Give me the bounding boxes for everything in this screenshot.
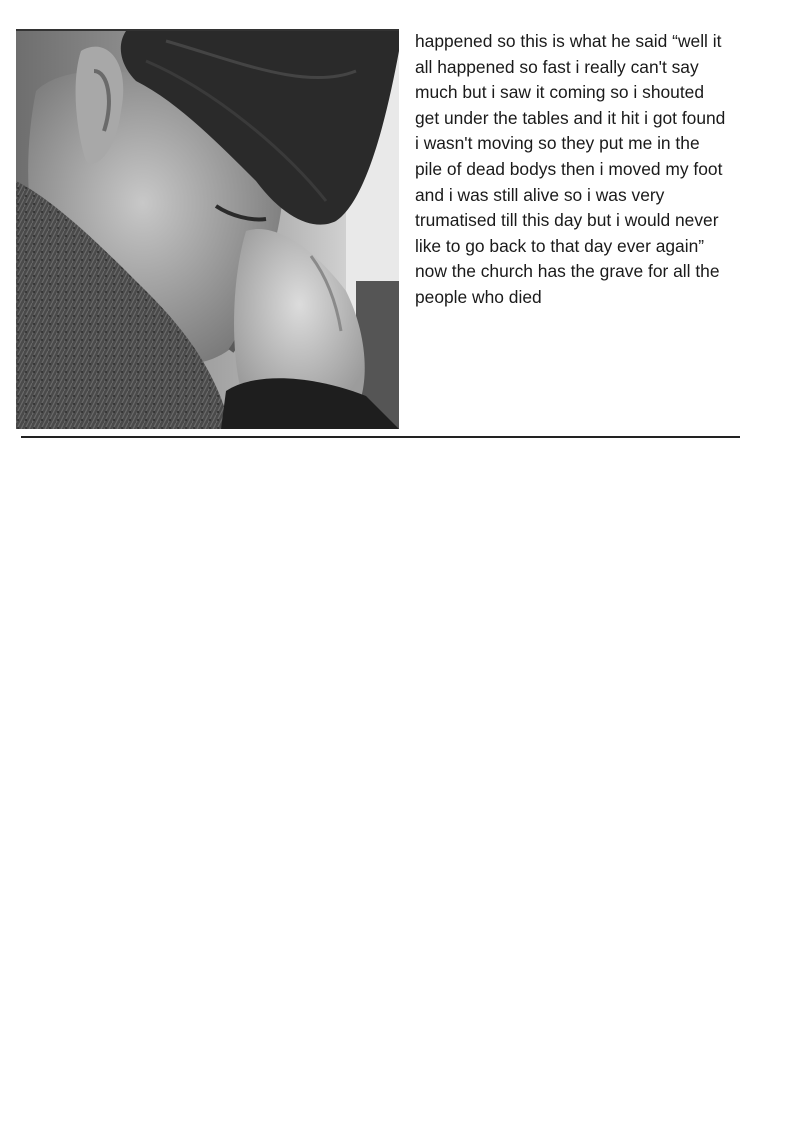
story-line: much but i saw it coming so i shouted [415, 82, 705, 103]
section-divider [21, 436, 740, 438]
story-line: like to go back to that day ever again” [415, 235, 705, 256]
story-line: all happened so fast i really can't say [415, 56, 699, 77]
grieving-person-photo [16, 29, 399, 429]
story-line: happened so this is what he said “well it [415, 31, 722, 51]
story-line: trumatised till this day but i would never [415, 210, 719, 231]
story-line: and i was still alive so i was very [415, 184, 665, 205]
story-line: people who died [415, 286, 542, 307]
story-line: get under the tables and it hit i got found [415, 107, 726, 128]
grieving-person-illustration-icon [16, 31, 399, 429]
story-paragraph [415, 29, 760, 311]
story-line: now the church has the grave for all the [415, 261, 720, 282]
story-line: i wasn't moving so they put me in the [415, 133, 700, 154]
story-line: pile of dead bodys then i moved my foot [415, 158, 723, 179]
